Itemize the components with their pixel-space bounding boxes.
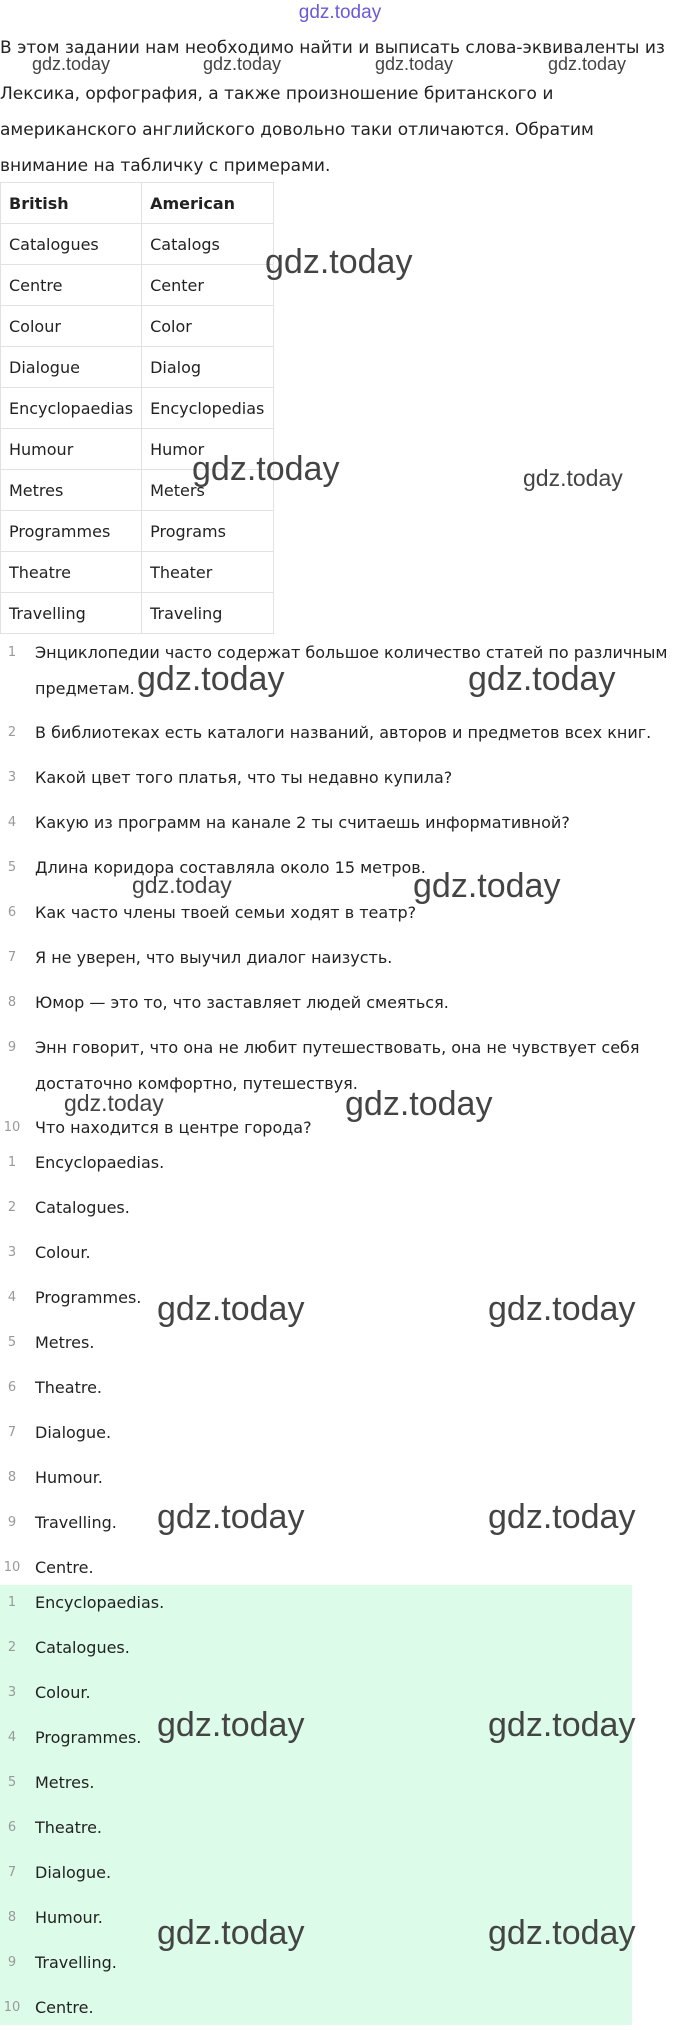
list-item xyxy=(0,1455,680,1500)
list-item-number: 10 xyxy=(3,1560,21,1575)
watermark: gdz.today xyxy=(488,1290,636,1328)
list-item xyxy=(0,1230,680,1275)
table-cell-american: Theater xyxy=(142,552,274,593)
watermark: gdz.today xyxy=(375,54,454,74)
table-header-row xyxy=(1,183,274,224)
watermark: gdz.today xyxy=(157,1290,305,1328)
table-cell-american: Center xyxy=(142,265,274,306)
sentence-text: Какой цвет того платья, что ты недавно купила? xyxy=(35,768,453,787)
answer-text: Centre. xyxy=(35,1998,94,2017)
watermark: gdz.today xyxy=(488,1498,636,1536)
table-cell-british: Programmes xyxy=(1,511,142,552)
list-item-number: 2 xyxy=(7,725,17,740)
list-item-number: 2 xyxy=(7,1200,17,1215)
table-cell-american: Humor xyxy=(142,429,274,470)
table-cell-american: Color xyxy=(142,306,274,347)
intro-paragraph: Лексика, орфография, а также произношение британского и американского английского довольно таки отличаются. Обратим внимание на табличку с примерами. xyxy=(0,84,594,176)
table-cell-british: Theatre xyxy=(1,552,142,593)
list-item-number: 7 xyxy=(7,950,17,965)
answer-text: Catalogues. xyxy=(35,1638,130,1657)
answer-text: Humour. xyxy=(35,1908,103,1927)
table-cell-british: Centre xyxy=(1,265,142,306)
list-item-number: 10 xyxy=(3,2000,21,2015)
watermark: gdz.today xyxy=(468,660,616,698)
list-item-number: 8 xyxy=(7,1470,17,1485)
watermark: gdz.today xyxy=(132,872,232,898)
list-item xyxy=(0,1850,680,1895)
table-row xyxy=(1,347,274,388)
table-cell-american: Meters xyxy=(142,470,274,511)
sentence-text: Какую из программ на канале 2 ты считаешь информативной? xyxy=(35,813,570,832)
list-item xyxy=(0,1365,680,1410)
list-item-number: 7 xyxy=(7,1865,17,1880)
table-header-american: American xyxy=(142,183,274,224)
answer-text: Programmes. xyxy=(35,1288,142,1307)
sentence-list xyxy=(0,630,680,1150)
answer-text: Humour. xyxy=(35,1468,103,1487)
list-item xyxy=(0,755,680,800)
sentence-text: Длина коридора составляла около 15 метров. xyxy=(35,858,426,877)
list-item-number: 7 xyxy=(7,1425,17,1440)
watermark: gdz.today xyxy=(137,660,285,698)
watermark: gdz.today xyxy=(32,54,111,74)
sentence-text: Что находится в центре города? xyxy=(35,1118,312,1137)
list-item-number: 3 xyxy=(7,1245,17,1260)
sentence-text: Юмор — это то, что заставляет людей смеяться. xyxy=(35,993,449,1012)
watermark: gdz.today xyxy=(548,54,627,74)
list-item xyxy=(0,890,680,935)
list-item-number: 3 xyxy=(7,770,17,785)
list-item xyxy=(0,1185,680,1230)
list-item-number: 4 xyxy=(7,815,17,830)
answer-text: Travelling. xyxy=(35,1953,117,1972)
watermark: gdz.today xyxy=(265,243,413,281)
site-logo[interactable]: gdz.today xyxy=(298,2,382,23)
table-cell-british: Metres xyxy=(1,470,142,511)
list-item xyxy=(0,980,680,1025)
watermark: gdz.today xyxy=(345,1085,493,1123)
answer-text: Colour. xyxy=(35,1683,91,1702)
list-item xyxy=(0,1625,680,1670)
list-item-number: 2 xyxy=(7,1640,17,1655)
answer-text: Encyclopaedias. xyxy=(35,1153,165,1172)
final-answer-list xyxy=(0,1580,680,2030)
table-cell-british: Humour xyxy=(1,429,142,470)
answer-text: Catalogues. xyxy=(35,1198,130,1217)
list-item xyxy=(0,1985,680,2030)
watermark: gdz.today xyxy=(192,450,340,488)
list-item xyxy=(0,935,680,980)
table-cell-british: Dialogue xyxy=(1,347,142,388)
list-item-number: 8 xyxy=(7,1910,17,1925)
table-row xyxy=(1,388,274,429)
list-item-number: 3 xyxy=(7,1685,17,1700)
sentence-text: Энн говорит, что она не любит путешествовать, она не чувствует себя достаточно комфортно, путешествуя. xyxy=(35,1038,640,1093)
watermark: gdz.today xyxy=(157,1914,305,1952)
watermark: gdz.today xyxy=(203,54,282,74)
list-item xyxy=(0,710,680,755)
list-item-number: 1 xyxy=(7,1595,17,1610)
table-row xyxy=(1,511,274,552)
list-item-number: 6 xyxy=(7,1820,17,1835)
watermark: gdz.today xyxy=(488,1706,636,1744)
answer-text: Dialogue. xyxy=(35,1863,112,1882)
list-item-number: 6 xyxy=(7,905,17,920)
list-item-number: 1 xyxy=(7,1155,17,1170)
list-item xyxy=(0,1760,680,1805)
answer-text: Dialogue. xyxy=(35,1423,112,1442)
intro-line-1: В этом задании нам необходимо найти и выписать слова-эквиваленты из xyxy=(0,38,665,58)
table-cell-american: Catalogs xyxy=(142,224,274,265)
list-item xyxy=(0,1805,680,1850)
list-item xyxy=(0,800,680,845)
answer-text: Centre. xyxy=(35,1558,94,1577)
list-item-number: 5 xyxy=(7,860,17,875)
sentence-text: Как часто члены твоей семьи ходят в театр? xyxy=(35,903,417,922)
watermark: gdz.today xyxy=(523,465,623,491)
answer-text: Metres. xyxy=(35,1773,95,1792)
table-header-british: British xyxy=(1,183,142,224)
list-item xyxy=(0,845,680,890)
table-cell-american: Programs xyxy=(142,511,274,552)
answer-text: Travelling. xyxy=(35,1513,117,1532)
list-item-number: 9 xyxy=(7,1955,17,1970)
list-item xyxy=(0,1140,680,1185)
list-item-number: 1 xyxy=(7,645,17,660)
sentence-text: Я не уверен, что выучил диалог наизусть. xyxy=(35,948,393,967)
watermark: gdz.today xyxy=(157,1498,305,1536)
watermark: gdz.today xyxy=(413,867,561,905)
list-item-number: 4 xyxy=(7,1730,17,1745)
answer-text: Encyclopaedias. xyxy=(35,1593,165,1612)
table-row xyxy=(1,224,274,265)
table-row xyxy=(1,265,274,306)
table-cell-british: Colour xyxy=(1,306,142,347)
table-cell-american: Dialog xyxy=(142,347,274,388)
list-item-number: 10 xyxy=(3,1120,21,1135)
list-item xyxy=(0,1410,680,1455)
list-item-number: 6 xyxy=(7,1380,17,1395)
list-item xyxy=(0,1580,680,1625)
sentence-text: Энциклопедии часто содержат большое количество статей по различным предметам. xyxy=(35,643,668,698)
table-cell-american: Encyclopedias xyxy=(142,388,274,429)
answer-text: Theatre. xyxy=(35,1378,102,1397)
list-item-number: 8 xyxy=(7,995,17,1010)
sentence-text: В библиотеках есть каталоги названий, авторов и предметов всех книг. xyxy=(35,723,652,742)
answer-text: Programmes. xyxy=(35,1728,142,1747)
list-item-number: 4 xyxy=(7,1290,17,1305)
table-cell-british: Catalogues xyxy=(1,224,142,265)
watermark: gdz.today xyxy=(157,1706,305,1744)
table-row xyxy=(1,552,274,593)
list-item-number: 5 xyxy=(7,1775,17,1790)
vocab-table xyxy=(0,182,274,634)
watermark: gdz.today xyxy=(488,1914,636,1952)
watermark: gdz.today xyxy=(64,1090,164,1116)
table-cell-british: Encyclopaedias xyxy=(1,388,142,429)
answer-text: Theatre. xyxy=(35,1818,102,1837)
table-cell-american: Traveling xyxy=(142,593,274,634)
table-row xyxy=(1,593,274,634)
answer-text: Metres. xyxy=(35,1333,95,1352)
list-item-number: 9 xyxy=(7,1040,17,1055)
answer-text: Colour. xyxy=(35,1243,91,1262)
list-item-number: 9 xyxy=(7,1515,17,1530)
table-cell-british: Travelling xyxy=(1,593,142,634)
list-item-number: 5 xyxy=(7,1335,17,1350)
table-row xyxy=(1,306,274,347)
